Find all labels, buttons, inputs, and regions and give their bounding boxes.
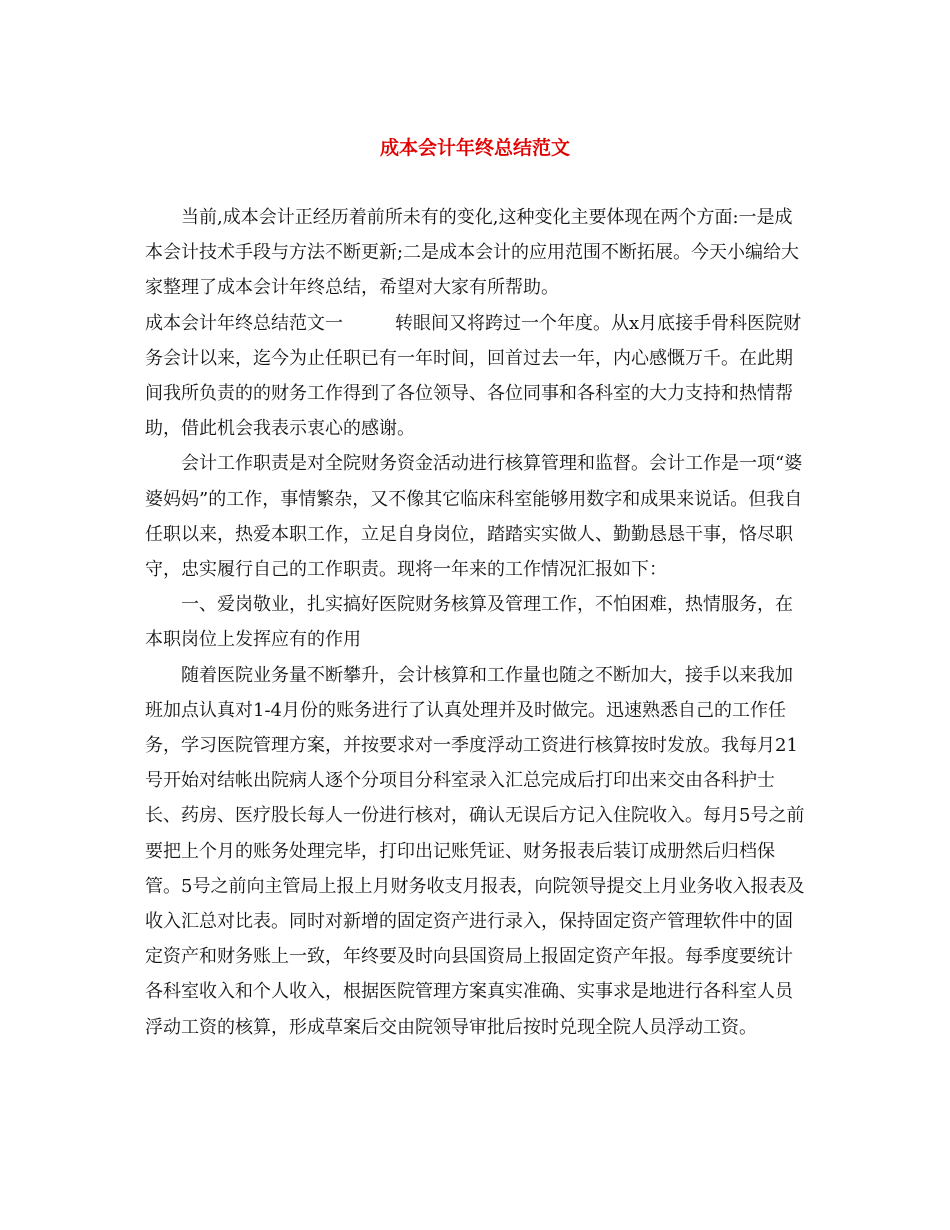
work-details-paragraph: 随着医院业务量不断攀升，会计核算和工作量也随之不断加大，接手以来我加班加点认真对1-4月份的账务进行了认真处理并及时做完。迅速熟悉自己的工作任务，学习医院管理方案，并按要求对一季度浮动工资进行核算按时发放。我每月21号开始对结帐出院病人逐个分项目分科室录入汇总完成后打印出来交由各科护士长、药房、医疗股长每人一份进行核对，确认无误后方记入住院收入。每月5号之前要把上个月的账务处理完毕，打印出记账凭证、财务报表后装订成册然后归档保管。5号之前向主管局上报上月财务收支月报表，向院领导提交上月业务收入报表及收入汇总对比表。同时对新增的固定资产进行录入，保持固定资产管理软件中的固定资产和财务账上一致，年终要及时向县国资局上报固定资产年报。每季度要统计各科室收入和个人收入，根据医院管理方案真实准确、实事求是地进行各科室人员浮动工资的核算，形成草案后交由院领导审批后按时兑现全院人员浮动工资。	[145, 664, 805, 1038]
duties-paragraph: 会计工作职责是对全院财务资金活动进行核算管理和监督。会计工作是一项“婆婆妈妈”的工作，事情繁杂，又不像其它临床科室能够用数字和成果来说话。但我自任职以来，热爱本职工作，立足自身岗位，踏踏实实做人、勤勤恳恳干事，恪尽职守，忠实履行自己的工作职责。现将一年来的工作情况汇报如下：	[145, 453, 803, 581]
section-one-paragraph	[145, 306, 807, 447]
point-one-heading: 一、爱岗敬业，扎实搞好医院财务核算及管理工作，不怕困难，热情服务，在本职岗位上发挥应有的作用	[145, 594, 793, 651]
intro-paragraph: 当前,成本会计正经历着前所未有的变化,这种变化主要体现在两个方面:一是成本会计技术手段与方法不断更新;二是成本会计的应用范围不断拓展。今天小编给大家整理了成本会计年终总结，希望对大家有所帮助。	[145, 207, 800, 299]
document-title: 成本会计年终总结范文	[379, 137, 570, 159]
section-one-heading: 成本会计年终总结范文一	[145, 312, 343, 334]
document-body	[145, 200, 807, 1045]
section-one-text: 转眼间又将跨过一个年度。从x月底接手骨科医院财务会计以来，迄今为止任职已有一年时间，回首过去一年，内心感慨万千。在此期间我所负责的的财务工作得到了各位领导、各位同事和各科室的大力支持和热情帮助，借此机会我表示衷心的感谢。	[145, 312, 802, 440]
